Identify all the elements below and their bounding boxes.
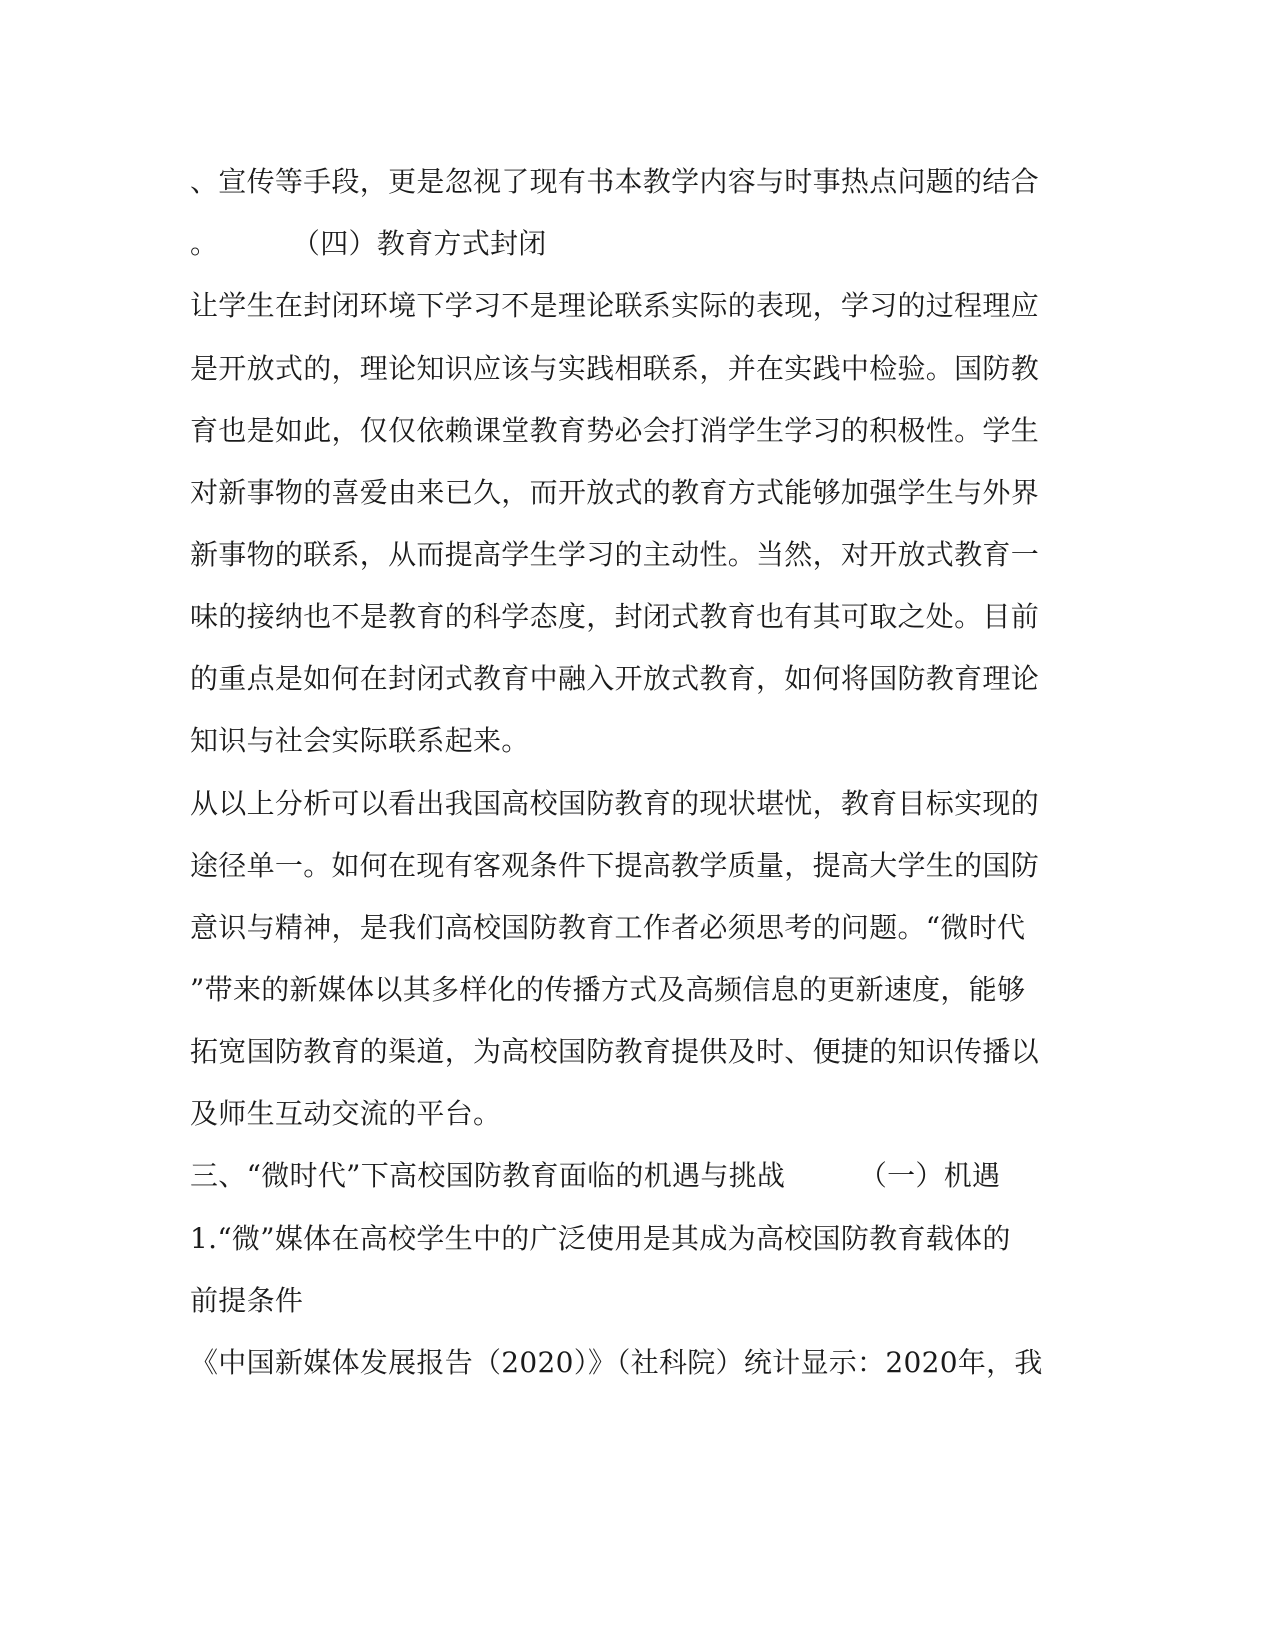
text-line: 《中国新媒体发展报告（2020）》（社科院）统计显示：2020年，我 xyxy=(190,1346,1043,1379)
text-line: 对新事物的喜爱由来已久，而开放式的教育方式能够加强学生与外界 xyxy=(190,476,1040,509)
text-line: 让学生在封闭环境下学习不是理论联系实际的表现，学习的过程理应 xyxy=(190,289,1040,322)
text-line: 知识与社会实际联系起来。 xyxy=(190,724,530,757)
text-line: 育也是如此，仅仅依赖课堂教育势必会打消学生学习的积极性。学生 xyxy=(190,414,1040,447)
text-line: 新事物的联系，从而提高学生学习的主动性。当然，对开放式教育一 xyxy=(190,538,1040,571)
text-line: 前提条件 xyxy=(190,1284,304,1317)
section-heading: 三、“微时代”下高校国防教育面临的机遇与挑战 （一）机遇 xyxy=(190,1159,1001,1192)
text-line: 拓宽国防教育的渠道，为高校国防教育提供及时、便捷的知识传播以 xyxy=(190,1035,1040,1068)
text-line: 途径单一。如何在现有客观条件下提高教学质量，提高大学生的国防 xyxy=(190,849,1040,882)
subsection-heading: 1.“微”媒体在高校学生中的广泛使用是其成为高校国防教育载体的 xyxy=(190,1222,1011,1255)
text-line: 、宣传等手段，更是忽视了现有书本教学内容与时事热点问题的结合 xyxy=(190,165,1040,198)
text-line: ”带来的新媒体以其多样化的传播方式及高频信息的更新速度，能够 xyxy=(190,973,1026,1006)
text-line: 是开放式的，理论知识应该与实践相联系，并在实践中检验。国防教 xyxy=(190,352,1040,385)
text-line: 意识与精神，是我们高校国防教育工作者必须思考的问题。“微时代 xyxy=(190,911,1026,944)
text-line: 。 （四）教育方式封闭 xyxy=(190,227,547,260)
text-line: 及师生互动交流的平台。 xyxy=(190,1097,502,1130)
text-line: 从以上分析可以看出我国高校国防教育的现状堪忧，教育目标实现的 xyxy=(190,787,1040,820)
text-line: 味的接纳也不是教育的科学态度，封闭式教育也有其可取之处。目前 xyxy=(190,600,1040,633)
text-line: 的重点是如何在封闭式教育中融入开放式教育，如何将国防教育理论 xyxy=(190,662,1040,695)
